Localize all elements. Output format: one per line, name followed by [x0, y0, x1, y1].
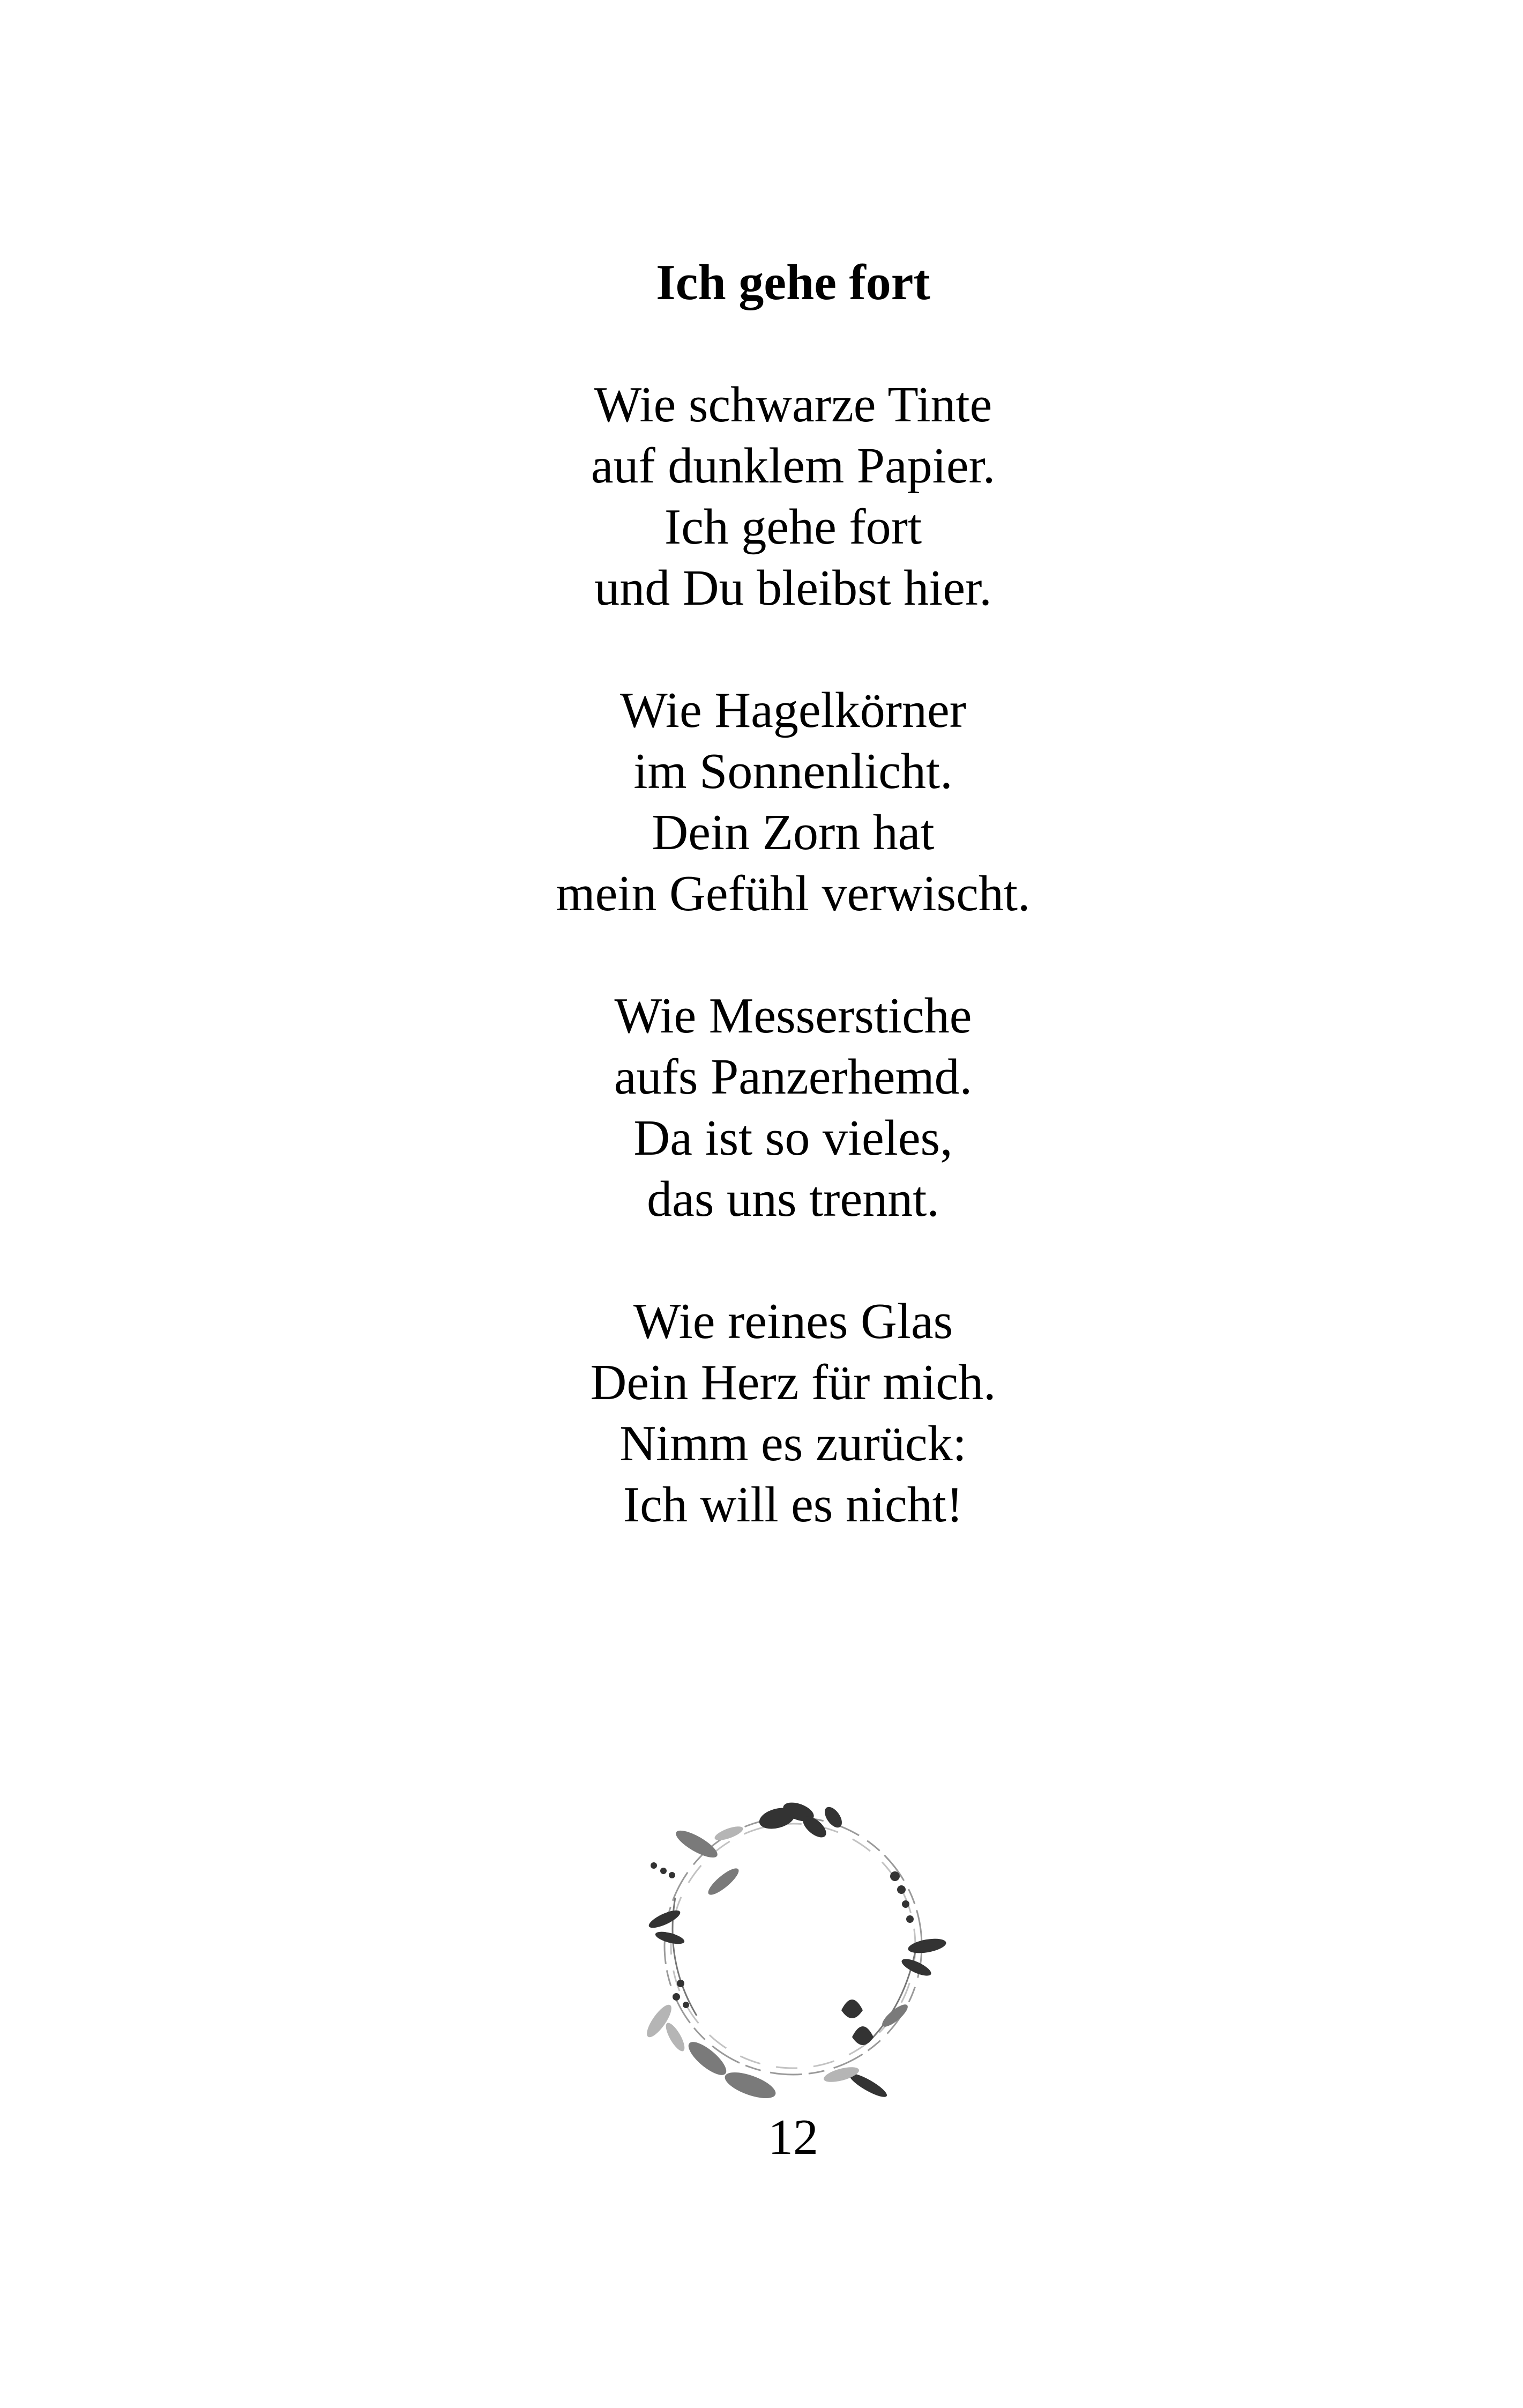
poem-line: Wie Hagelkörner — [619, 682, 967, 738]
page-number: 12 — [768, 2109, 818, 2165]
poem-line: Ich gehe fort — [664, 499, 922, 555]
poem-line: Ich will es nicht! — [623, 1477, 964, 1533]
poem-line: und Du bleibst hier. — [594, 560, 992, 616]
poem-line: Dein Zorn hat — [652, 805, 935, 860]
poem-line: mein Gefühl verwischt. — [556, 866, 1031, 921]
poem-line: das uns trennt. — [647, 1171, 939, 1227]
poem-line: Da ist so vieles, — [633, 1110, 953, 1166]
stanza-2 — [0, 680, 1523, 924]
poem-line: Nimm es zurück: — [619, 1416, 967, 1471]
stanza-3 — [0, 985, 1523, 1230]
poem-line: Wie reines Glas — [633, 1294, 953, 1349]
poem-line: Wie schwarze Tinte — [594, 377, 992, 433]
poem-line: im Sonnenlicht. — [633, 744, 953, 799]
poem — [0, 252, 1523, 1535]
poem-line: Dein Herz für mich. — [590, 1355, 996, 1410]
floral-wreath-icon — [616, 1785, 970, 2139]
stanza-1 — [0, 374, 1523, 619]
stanza-4 — [0, 1291, 1523, 1535]
poem-line: aufs Panzerhemd. — [614, 1049, 973, 1105]
poem-line: auf dunklem Papier. — [591, 438, 996, 494]
poem-line: Wie Messerstiche — [614, 988, 972, 1044]
poem-title: Ich gehe fort — [656, 255, 930, 310]
